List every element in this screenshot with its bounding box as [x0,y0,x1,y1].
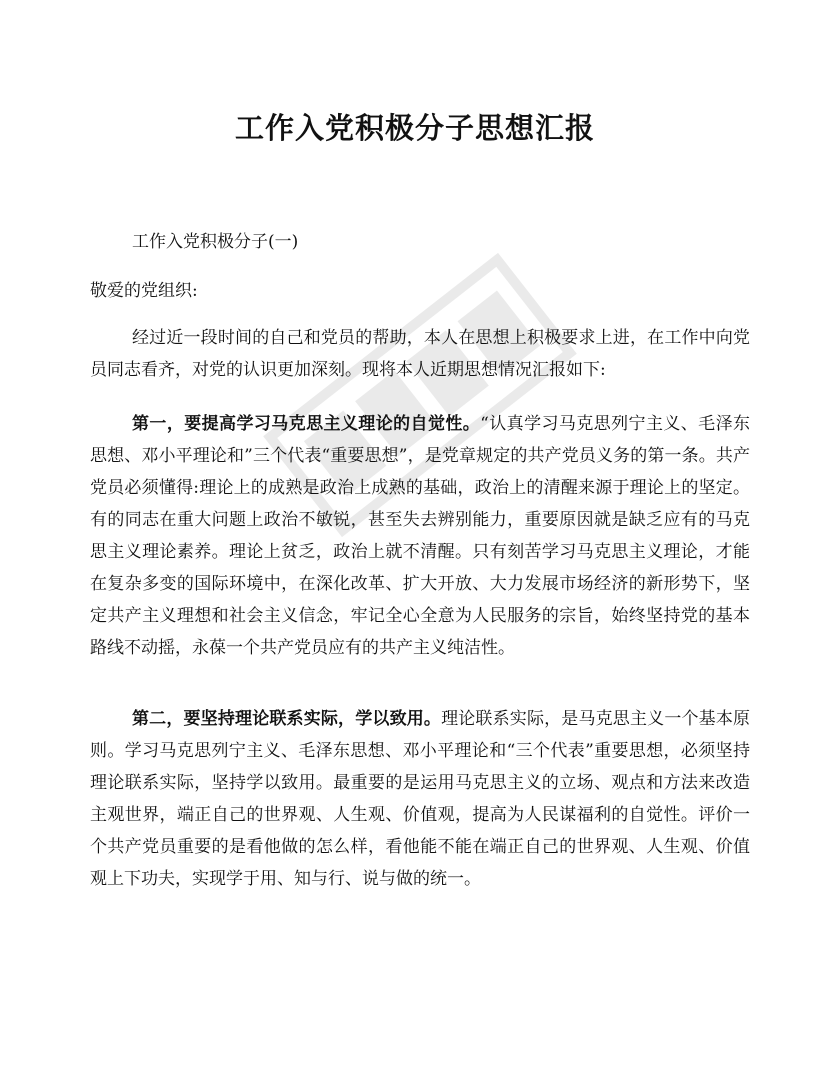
section-1-body: “认真学习马克思列宁主义、毛泽东思想、邓小平理论和”三个代表“重要思想”，是党章规定的共产党员义务的第一条。共产党员必须懂得:理论上的成熟是政治上成熟的基础，政治上的清醒来源于理论上的坚定。有的同志在重大问题上政治不敏锐，甚至失去辨别能力，重要原因就是缺乏应有的马克思主义理论素养。理论上贫乏，政治上就不清醒。只有刻苦学习马克思主义理论，才能在复杂多变的国际环境中，在深化改革、扩大开放、大力发展市场经济的新形势下，坚定共产主义理想和社会主义信念，牢记全心全意为人民服务的宗旨，始终坚持党的基本路线不动摇，永葆一个共产党员应有的共产主义纯洁性。 [90,414,750,658]
section-2-body: 理论联系实际，是马克思主义一个基本原则。学习马克思列宁主义、毛泽东思想、邓小平理论和“三个代表”重要思想，必须坚持理论联系实际，坚持学以致用。最重要的是运用马克思主义的立场、观点和方法来改造主观世界，端正自己的世界观、人生观、价值观，提高为人民谋福利的自觉性。评价一个共产党员重要的是看他做的怎么样，看他能不能在端正自己的世界观、人生观、价值观上下功夫，实现学于用、知与行、说与做的统一。 [90,709,751,889]
salutation: 敬爱的党组织: [90,281,198,301]
subtitle: 工作入党积极分子(一) [132,232,299,252]
intro-paragraph: 经过近一段时间的自己和党员的帮助，本人在思想上积极要求上进，在工作中向党员同志看齐，对党的认识更加深刻。现将本人近期思想情况汇报如下: [90,328,750,380]
page-title: 工作入党积极分子思想汇报 [234,111,595,145]
section-2-paragraph [90,703,750,895]
section-1-paragraph [90,408,750,664]
section-2-heading: 第二，要坚持理论联系实际，学以致用。 [132,709,442,729]
section-1-heading: 第一，要提高学习马克思主义理论的自觉性。 [132,414,481,434]
